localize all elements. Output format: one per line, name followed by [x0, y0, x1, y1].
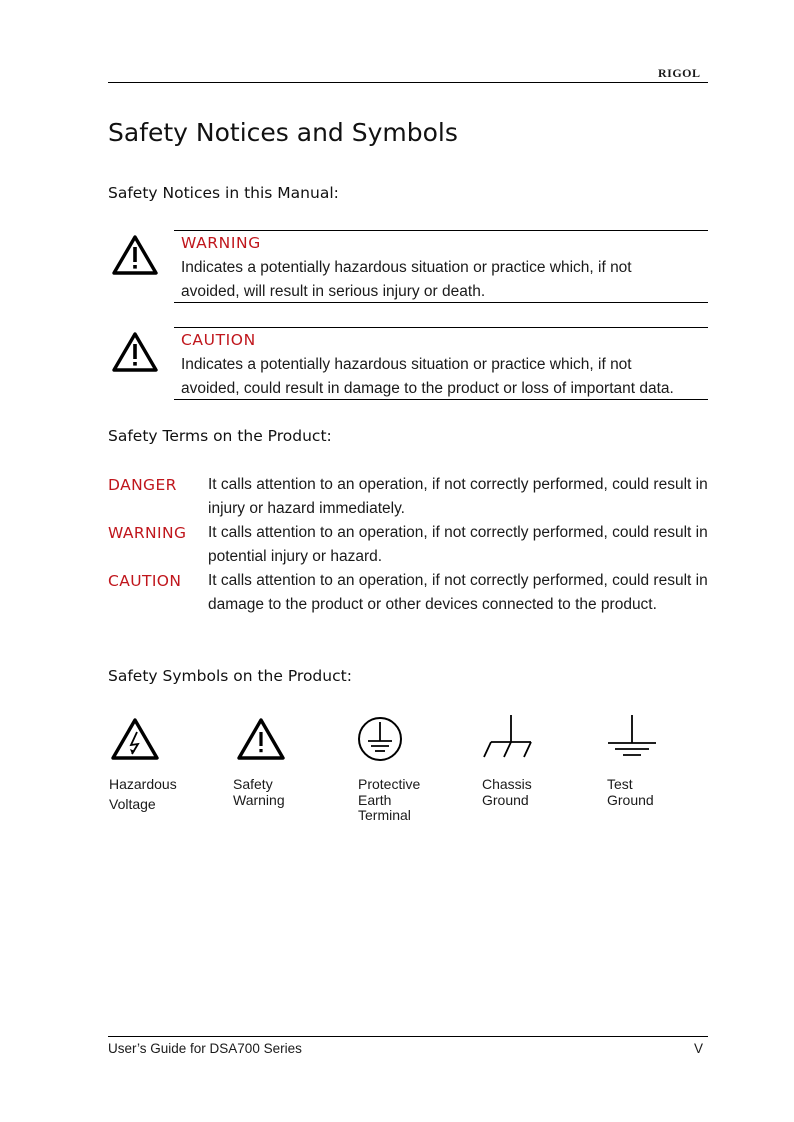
protective-earth-icon [356, 715, 404, 763]
symbol-label: Test Ground [607, 776, 654, 808]
product-terms-heading: Safety Terms on the Product: [108, 427, 332, 445]
notice-text-line: avoided, could result in damage to the product or loss of important data. [181, 380, 674, 397]
page-number: V [694, 1041, 704, 1056]
manual-notices-heading: Safety Notices in this Manual: [108, 184, 339, 202]
footer-document-title: User’s Guide for DSA700 Series [108, 1041, 302, 1056]
notice-label: WARNING [181, 234, 261, 252]
page-title: Safety Notices and Symbols [108, 118, 458, 147]
notice-bottom-rule [174, 302, 708, 303]
term-label-warning: WARNING [108, 524, 187, 542]
notice-text-line: Indicates a potentially hazardous situation or practice which, if not [181, 259, 632, 276]
warning-triangle-icon [111, 234, 159, 276]
symbol-label: Protective Earth Terminal [358, 776, 421, 823]
symbol-label: Safety Warning [233, 776, 285, 808]
term-description: It calls attention to an operation, if not correctly performed, could result in potential injury or hazard. [208, 524, 708, 565]
brand-logo-text: RIGOL [658, 66, 701, 80]
term-description: It calls attention to an operation, if not correctly performed, could result in damage to the product or other devices connected to the product. [208, 572, 708, 613]
term-label-danger: DANGER [108, 476, 177, 494]
notice-bottom-rule [174, 399, 708, 400]
test-ground-icon [604, 713, 660, 761]
footer-divider [108, 1036, 708, 1037]
product-symbols-heading: Safety Symbols on the Product: [108, 667, 352, 685]
warning-notice-box [108, 230, 708, 304]
notice-top-rule [174, 230, 708, 231]
safety-warning-icon [236, 717, 286, 761]
notice-top-rule [174, 327, 708, 328]
header-divider [108, 82, 708, 83]
term-description: It calls attention to an operation, if not correctly performed, could result in injury or hazard immediately. [208, 476, 708, 517]
caution-notice-box [108, 327, 708, 401]
chassis-ground-icon [480, 713, 536, 761]
symbol-label: Hazardous Voltage [109, 776, 177, 812]
hazardous-voltage-icon [110, 717, 160, 761]
warning-triangle-icon [111, 331, 159, 373]
notice-label: CAUTION [181, 331, 256, 349]
notice-text-line: avoided, will result in serious injury or death. [181, 283, 486, 300]
symbol-label: Chassis Ground [482, 776, 532, 808]
notice-text-line: Indicates a potentially hazardous situation or practice which, if not [181, 356, 632, 373]
term-label-caution: CAUTION [108, 572, 182, 590]
